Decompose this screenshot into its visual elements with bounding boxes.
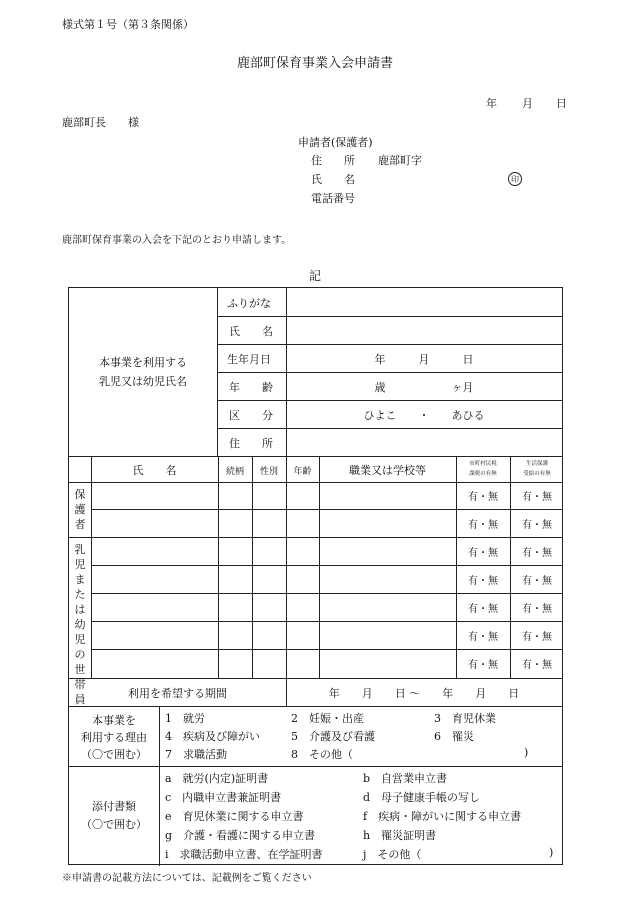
ki-mark: 記: [308, 269, 321, 283]
birth-label: 生年月日: [227, 353, 271, 366]
reason-label-3: （〇で囲む）: [81, 748, 147, 761]
reason-2[interactable]: 2 妊娠・出産: [291, 712, 364, 725]
date-year: 年: [486, 97, 497, 110]
tax-yes-no-6[interactable]: 有・無: [468, 631, 498, 643]
tax-yes-no-5[interactable]: 有・無: [468, 603, 498, 615]
reason-8-close: ): [524, 746, 529, 759]
class-label: 区 分: [229, 409, 273, 422]
child-address-label: 住 所: [229, 437, 273, 450]
attachment-d[interactable]: d 母子健康手帳の写し: [363, 791, 481, 804]
period-value: 年 月 日 〜 年 月 日: [328, 687, 520, 700]
col-tax-header-1: 市町村民税: [469, 461, 497, 467]
reason-8[interactable]: 8 その他（: [291, 748, 353, 761]
footnote: ※申請書の記載方法については、記載例をご覧ください: [62, 873, 312, 884]
col-tax-header-2: 課税の有無: [469, 471, 497, 477]
tax-yes-no-4[interactable]: 有・無: [468, 575, 498, 587]
attachment-e[interactable]: e 育児休業に関する申立書: [165, 810, 304, 823]
reason-5[interactable]: 5 介護及び看護: [291, 730, 375, 743]
welfare-yes-no-1[interactable]: 有・無: [522, 492, 552, 503]
reason-7[interactable]: 7 求職活動: [165, 748, 227, 761]
welfare-yes-no-7[interactable]: 有・無: [522, 660, 552, 671]
page-title: 鹿部町保育事業入会申請書: [236, 56, 393, 71]
reason-3[interactable]: 3 育児休業: [434, 712, 496, 725]
attachment-a[interactable]: a 就労(内定)証明書: [165, 772, 269, 785]
col-gender-header: 性別: [259, 467, 278, 477]
attachment-i[interactable]: i 求職活動申立書、在学証明書: [165, 848, 323, 861]
attachment-g[interactable]: g 介護・看護に関する申立書: [165, 829, 316, 842]
intro-text: 鹿部町保育事業の入会を下記のとおり申請します。: [62, 235, 292, 246]
attachment-j[interactable]: j その他（: [363, 848, 422, 861]
form-number: 様式第１号（第３条関係）: [62, 18, 194, 31]
date-month: 月: [522, 97, 533, 110]
applicant-phone-label: 電話番号: [311, 192, 355, 205]
tax-yes-no-3[interactable]: 有・無: [468, 547, 498, 559]
welfare-yes-no-6[interactable]: 有・無: [522, 631, 552, 643]
tax-yes-no-1[interactable]: 有・無: [468, 492, 498, 503]
attachments-label-1: 添付書類: [92, 800, 136, 813]
attachment-b[interactable]: b 自営業申立書: [363, 772, 448, 785]
age-label: 年 齢: [229, 381, 273, 394]
furigana-label: ふりがな: [227, 297, 271, 310]
welfare-yes-no-5[interactable]: 有・無: [522, 603, 552, 615]
col-relation-header: 続柄: [225, 467, 244, 477]
household-label: 乳児または幼児の世帯員: [74, 543, 86, 706]
attachments-label-2: （〇で囲む）: [81, 818, 147, 831]
guardian-label: 保護者: [74, 488, 86, 531]
addressee: 鹿部町長 様: [62, 116, 139, 129]
col-age-header: 年齢: [293, 467, 312, 477]
birth-value: 年 月 日: [374, 353, 474, 366]
seal-mark: 印: [508, 172, 522, 186]
child-section-label-2: 乳児又は幼児氏名: [99, 375, 187, 388]
period-label: 利用を希望する期間: [128, 687, 227, 700]
application-form-table: [68, 287, 563, 865]
tax-yes-no-2[interactable]: 有・無: [468, 519, 498, 531]
applicant-address-value: 鹿部町字: [378, 154, 422, 167]
child-section-label-1: 本事業を利用する: [99, 356, 187, 369]
reason-1[interactable]: 1 就労: [165, 712, 205, 725]
reason-label-1: 本事業を: [92, 714, 136, 727]
reason-4[interactable]: 4 疾病及び障がい: [165, 730, 260, 743]
child-name-label: 氏 名: [229, 325, 273, 338]
attachment-h[interactable]: h 罹災証明書: [363, 829, 437, 842]
reason-6[interactable]: 6 罹災: [434, 730, 474, 743]
attachment-f[interactable]: f 疾病・障がいに関する申立書: [363, 810, 522, 823]
col-welfare-header-2: 受給の有無: [523, 471, 551, 477]
date-day: 日: [556, 97, 567, 110]
age-value: 歳 ヶ月: [374, 381, 474, 394]
attachment-c[interactable]: c 内職申立書兼証明書: [165, 791, 282, 804]
col-occupation-header: 職業又は学校等: [349, 464, 426, 477]
applicant-heading: 申請者(保護者): [298, 136, 373, 149]
welfare-yes-no-3[interactable]: 有・無: [522, 547, 552, 559]
applicant-address-label: 住 所: [311, 154, 355, 167]
col-welfare-header-1: 生活保護: [525, 461, 548, 467]
reason-label-2: 利用する理由: [81, 731, 147, 744]
welfare-yes-no-2[interactable]: 有・無: [522, 519, 552, 531]
applicant-name-label: 氏 名: [311, 173, 355, 186]
tax-yes-no-7[interactable]: 有・無: [468, 660, 498, 671]
col-name-header: 氏 名: [132, 464, 177, 477]
class-value: ひよこ ・ あひる: [363, 409, 485, 422]
welfare-yes-no-4[interactable]: 有・無: [522, 575, 552, 587]
attachment-j-close: ): [549, 846, 554, 859]
